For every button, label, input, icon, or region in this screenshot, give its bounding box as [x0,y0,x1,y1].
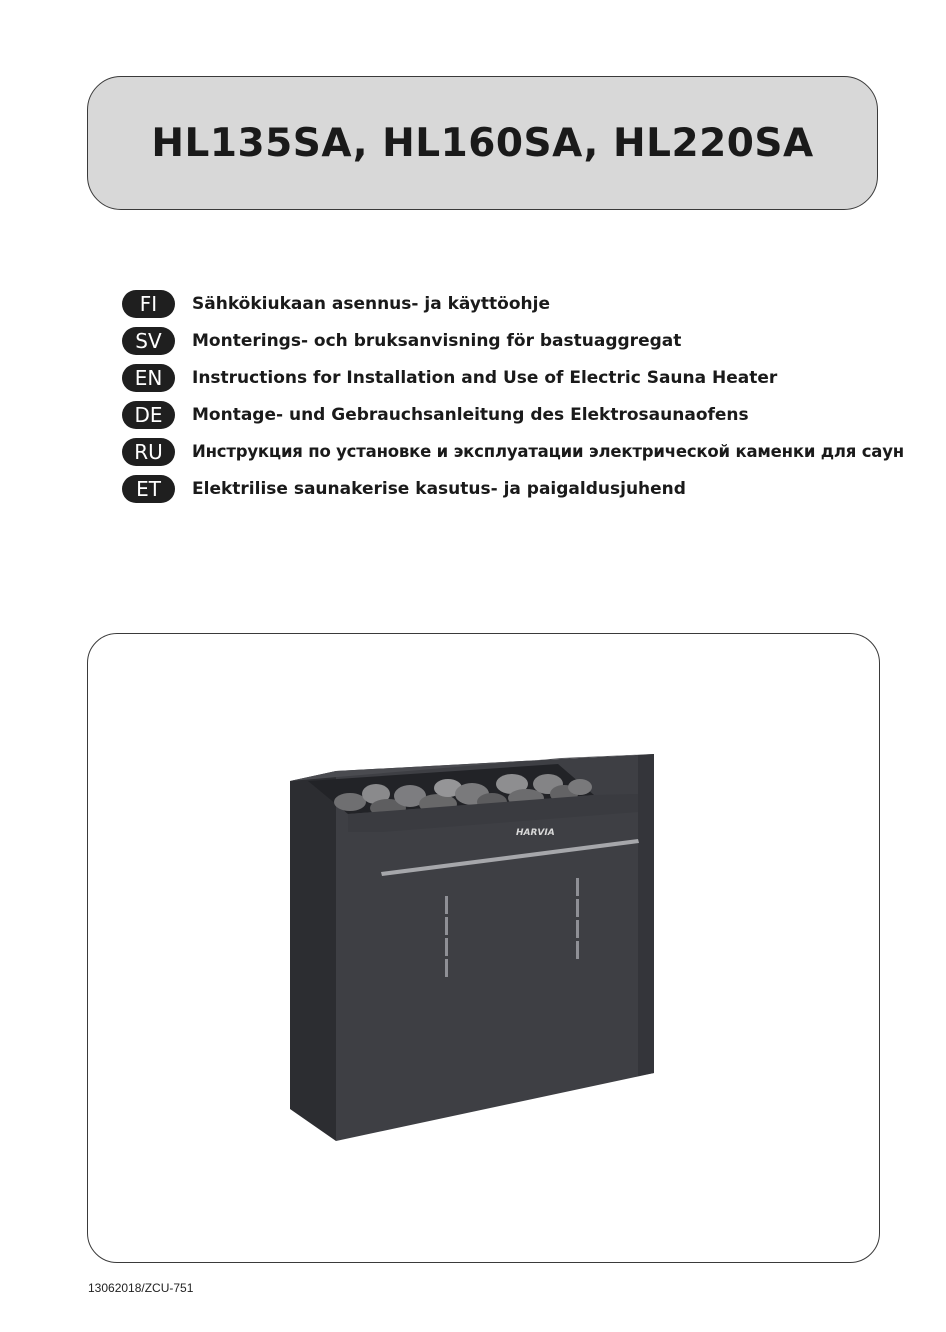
language-badge-fi: FI [122,290,175,318]
language-title-en: Instructions for Installation and Use of Electric Sauna Heater [192,367,778,388]
language-item-ru [122,433,902,470]
language-item-fi [122,285,902,322]
title-banner [87,76,878,210]
language-list [122,285,902,507]
sauna-heater-illustration [88,634,878,1261]
brand-logo: HARVIA [516,828,555,838]
language-item-et [122,470,902,507]
language-title-sv: Monterings- och bruksanvisning för bastuaggregat [192,330,682,351]
language-title-ru: Инструкция по установке и эксплуатации электрической каменки для саун [192,442,904,461]
language-title-fi: Sähkökiukaan asennus- ja käyttöohje [192,293,550,314]
language-badge-et: ET [122,475,175,503]
language-item-en [122,359,902,396]
page-title: HL135SA, HL160SA, HL220SA [151,120,814,166]
document-code: 13062018/ZCU-751 [88,1281,194,1295]
language-badge-de: DE [122,401,175,429]
language-item-de [122,396,902,433]
language-title-et: Elektrilise saunakerise kasutus- ja paigaldusjuhend [192,478,686,499]
language-title-de: Montage- und Gebrauchsanleitung des Elektrosaunaofens [192,404,749,425]
language-badge-ru: RU [122,438,175,466]
heater-right-edge [638,754,654,1076]
language-item-sv [122,322,902,359]
heater-side-panel [290,771,336,1141]
product-image-frame [87,633,880,1263]
language-badge-en: EN [122,364,175,392]
language-badge-sv: SV [122,327,175,355]
